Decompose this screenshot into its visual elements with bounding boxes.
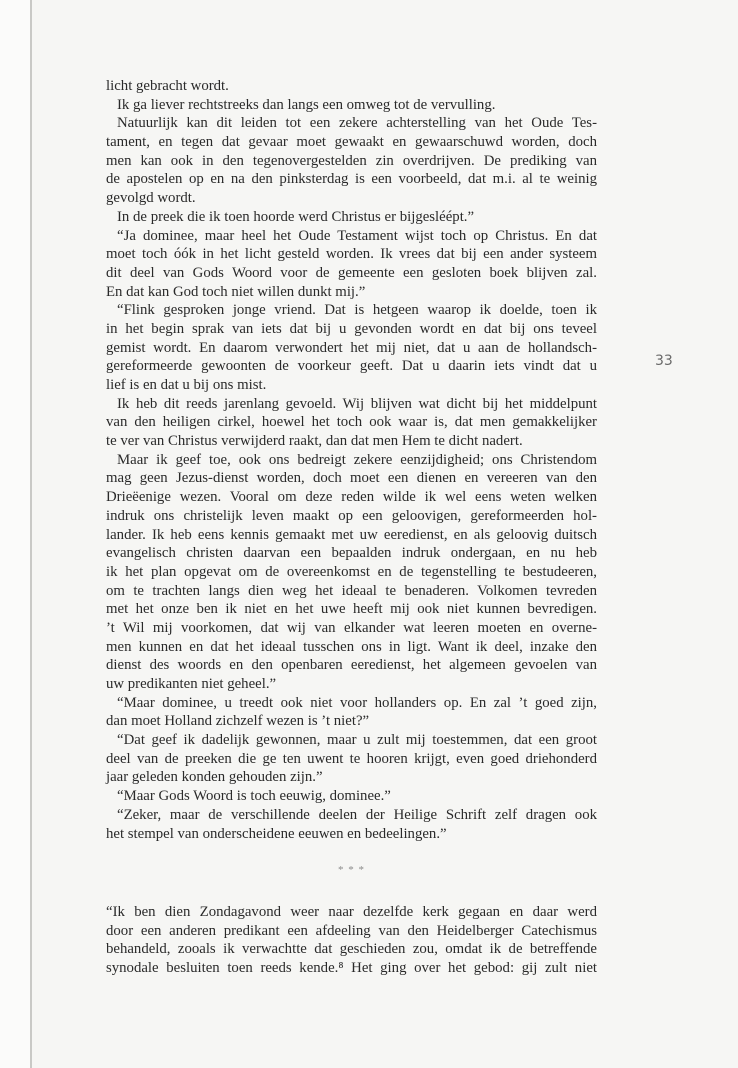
text-line: het stempel van onderscheidene eeuwen en bedeelingen.” [106, 825, 447, 842]
text-line: uw predikanten niet geheel.” [106, 676, 277, 692]
paragraph [106, 395, 597, 451]
text-line: tament, en tegen dat gevaar moet gewaakt en gewaarschuwd worden, doch [106, 134, 597, 151]
text-line: indruk ons christelijk leven maakt op een geloovigen, gereformeerden hol- [106, 507, 597, 524]
text-line: mag geen Jezus-dienst worden, doch moet een dienen en vereeren van den [106, 470, 597, 487]
text-line: deel van de preeken die ge ten uwent te hooren krijgt, even goed driehonderd [106, 750, 597, 767]
text-line: dan moet Holland zichzelf wezen is ’t niet?” [106, 713, 370, 730]
text-line: behandeld, zooals ik verwachtte dat geschieden zou, omdat ik de betreffende [106, 941, 597, 958]
page-binding-edge [30, 0, 32, 1068]
text-line: Drieëenige wezen. Vooral om deze reden wilde ik wel eens weten welken [106, 489, 597, 506]
paragraph [106, 903, 597, 978]
text-line: lander. Ik heb eens kennis gemaakt met uw eeredienst, en als geloovig duitsch [106, 526, 597, 543]
text-line: met het onze ben ik niet en het uwe heeft mij ook niet kunnen bevredigen. [106, 601, 597, 618]
text-line: van den heiligen cirkel, hoewel het toch ook waar is, dat men gemakkelijker [106, 414, 597, 431]
text-line: Ik heb dit reeds jarenlang gevoeld. Wij blijven wat dicht bij het middelpunt [117, 395, 597, 412]
text-line: “Maar Gods Woord is toch eeuwig, dominee.” [117, 788, 391, 805]
text-line: “Zeker, maar de verschillende deelen der Heilige Schrift zelf dragen ook [117, 806, 597, 823]
section-separator: * * * [338, 864, 365, 876]
paragraph [106, 451, 597, 694]
text-line: dit deel van Gods Woord voor de gemeente een gesloten boek blijven zal. [106, 264, 597, 281]
page-number: 33 [655, 353, 673, 369]
text-line: Ik ga liever rechtstreeks dan langs een omweg tot de vervulling. [117, 96, 496, 113]
text-line: dienst des woords en den openbaren eeredienst, het algemeen gevoelen van [106, 657, 597, 674]
text-line: “Dat geef ik dadelijk gewonnen, maar u zult mij toestemmen, dat een groot [117, 732, 597, 749]
text-line: In de preek die ik toen hoorde werd Christus er bijgesléépt.” [117, 208, 475, 225]
paragraph [106, 731, 597, 787]
text-line: men kunnen en dat het ideaal tusschen ons in ligt. Want ik deel, inzake den [106, 638, 597, 655]
text-line: “Ik ben dien Zondagavond weer naar dezelfde kerk gegaan en daar werd [106, 904, 597, 920]
text-line: men kan ook in den tegenovergestelden zin overdrijven. De prediking van [106, 152, 597, 169]
paragraph [106, 114, 597, 207]
text-line: jaar geleden konden gehouden zijn.” [106, 769, 323, 786]
text-line: “Flink gesproken jonge vriend. Dat is hetgeen waarop ik doelde, toen ik [117, 302, 597, 319]
text-line: licht gebracht wordt. [106, 78, 229, 94]
text-line: te ver van Christus verwijderd raakt, dan dat men Hem te dicht nadert. [106, 433, 523, 450]
text-line: moet toch óók in het licht gesteld worden. Ik vrees dat bij een ander systeem [106, 246, 597, 263]
paragraph [106, 227, 597, 302]
text-line: “Maar dominee, u treedt ook niet voor hollanders op. En zal ’t goed zijn, [117, 694, 597, 711]
paragraph [106, 208, 597, 227]
text-line: En dat kan God toch niet willen dunkt mij.” [106, 283, 366, 300]
paragraph [106, 787, 597, 806]
paragraph [106, 694, 597, 731]
text-line: in het begin sprak van iets dat bij u gevonden wordt en dat bij ons teveel [106, 320, 597, 337]
text-line: om te trachten langs dien weg het ideaal te benaderen. Volkomen tevreden [106, 582, 597, 599]
text-line: Natuurlijk kan dit leiden tot een zekere achterstelling van het Oude Tes- [117, 115, 597, 132]
text-line: Maar ik geef toe, ook ons bedreigt zekere eenzijdigheid; ons Christendom [117, 451, 597, 468]
text-section [106, 903, 597, 978]
paragraph [106, 77, 597, 96]
paragraph [106, 301, 597, 394]
text-line: gemist wordt. En daarom verwondert het mij niet, dat u aan de hollandsch- [106, 339, 597, 356]
text-line: synodale besluiten toen reeds kende.⁸ Het ging over het gebod: gij zult niet [106, 960, 597, 977]
paragraph [106, 96, 597, 115]
text-line: de apostelen op en na den pinksterdag is een voorbeeld, dat m.i. al te weinig [106, 171, 597, 188]
text-line: door een anderen predikant een afdeeling van den Heidelberger Catechismus [106, 922, 597, 939]
text-line: evangelisch christen daarvan een bepaalden indruk ondergaan, en nu heb [106, 545, 597, 562]
page-margin-strip [0, 0, 30, 1068]
text-line: gereformeerde gewoonten de voorkeur geeft. Dat u daarin iets vindt dat u [106, 358, 597, 375]
text-section [106, 77, 597, 843]
text-line: lief is en dat u bij ons mist. [106, 377, 267, 393]
paragraph [106, 806, 597, 843]
text-line: ’t Wil mij voorkomen, dat wij van elkander wat leeren moeten en overne- [106, 619, 597, 636]
text-line: ik het plan opgevat om de overeenkomst en de tegenstelling te bestudeeren, [106, 563, 597, 580]
text-line: gevolgd wordt. [106, 190, 196, 207]
text-line: “Ja dominee, maar heel het Oude Testament wijst toch op Christus. En dat [117, 227, 597, 244]
